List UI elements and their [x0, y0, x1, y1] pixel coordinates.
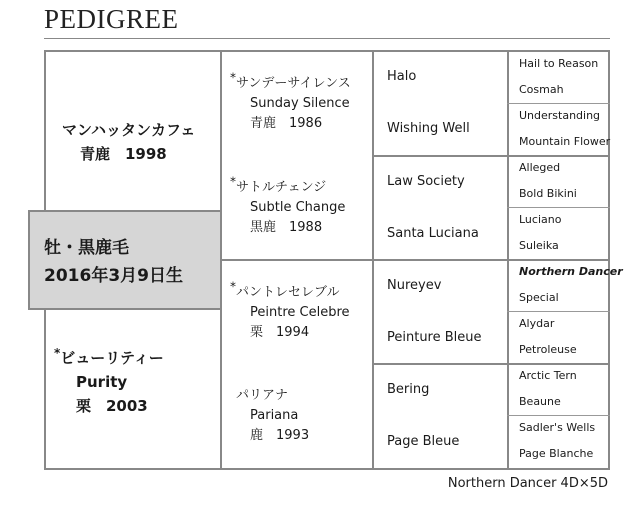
gen2-entry: *パントレセレブル Peintre Celebre 栗 1994: [230, 283, 350, 343]
gen2-name-ja: サトルチェンジ: [236, 180, 327, 195]
row-divider: [507, 415, 610, 416]
inbreeding-note: Northern Dancer 4D×5D: [447, 476, 608, 491]
import-mark: *: [54, 346, 61, 360]
gen4-name: Cosmah: [519, 83, 564, 96]
gen2-color-year: 鹿 1993: [250, 428, 310, 443]
gen3-name: Page Bleue: [387, 434, 460, 449]
gen4-name: Sadler's Wells: [519, 421, 596, 434]
gen2-name-en: Subtle Change: [250, 200, 346, 215]
gen4-name: Luciano: [519, 213, 562, 226]
sire-name: マンハッタンカフェ: [62, 121, 196, 139]
dam-entry: [54, 346, 164, 418]
gen4-name: Petroleuse: [519, 343, 577, 356]
gen4-name: Page Blanche: [519, 447, 594, 460]
gen3-name: Law Society: [387, 174, 465, 189]
gen4-name: Beaune: [519, 395, 561, 408]
sire-entry: [62, 118, 195, 166]
gen3-name: Peinture Bleue: [387, 330, 482, 345]
gen2-entry: [236, 386, 309, 446]
gen4-name: Arctic Tern: [519, 369, 577, 382]
sire-color-year: 青鹿 1998: [80, 145, 167, 163]
gen4-name: Mountain Flower: [519, 135, 611, 148]
gen2-color-year: 青鹿 1986: [250, 116, 323, 131]
page-title: PEDIGREE: [44, 4, 179, 34]
gen2-name-ja: サンデーサイレンス: [236, 76, 351, 91]
gen2-color-year: 栗 1994: [250, 325, 310, 340]
subject-box: [28, 210, 222, 310]
gen2-entry: *サトルチェンジ Subtle Change 黒鹿 1988: [230, 178, 345, 238]
gen3-name: Bering: [387, 382, 430, 397]
gen2-name-ja: パントレセレブル: [236, 285, 340, 300]
dam-name-en: Purity: [76, 373, 128, 391]
row-divider: [220, 259, 610, 261]
subject-birthdate: 2016年3月9日生: [44, 266, 183, 286]
gen2-name-en: Pariana: [250, 408, 299, 423]
dam-name-ja: ビューリティー: [60, 349, 164, 367]
gen3-name: Santa Luciana: [387, 226, 479, 241]
gen4-name: Understanding: [519, 109, 601, 122]
row-divider: [372, 363, 610, 365]
gen4-name: Hail to Reason: [519, 57, 599, 70]
gen3-name: Halo: [387, 69, 417, 84]
gen4-name: Bold Bikini: [519, 187, 577, 200]
gen3-name: Nureyev: [387, 278, 442, 293]
gen2-name-en: Peintre Celebre: [250, 305, 350, 320]
gen2-name-ja: パリアナ: [236, 388, 289, 403]
gen4-name: Alydar: [519, 317, 555, 330]
gen4-name: Suleika: [519, 239, 559, 252]
gen4-name-highlighted: Northern Dancer: [519, 265, 623, 278]
title-divider: [44, 38, 610, 39]
gen4-name: Special: [519, 291, 559, 304]
gen4-name: Alleged: [519, 161, 561, 174]
row-divider: [507, 103, 610, 104]
row-divider: [507, 311, 610, 312]
gen2-entry: *サンデーサイレンス Sunday Silence 青鹿 1986: [230, 74, 351, 134]
row-divider: [372, 155, 610, 157]
gen3-name: Wishing Well: [387, 121, 470, 136]
dam-color-year: 栗 2003: [76, 397, 148, 415]
subject-sex-color: 牡・黒鹿毛: [44, 238, 129, 258]
gen2-color-year: 黒鹿 1988: [250, 220, 323, 235]
gen2-name-en: Sunday Silence: [250, 96, 350, 111]
row-divider: [507, 207, 610, 208]
